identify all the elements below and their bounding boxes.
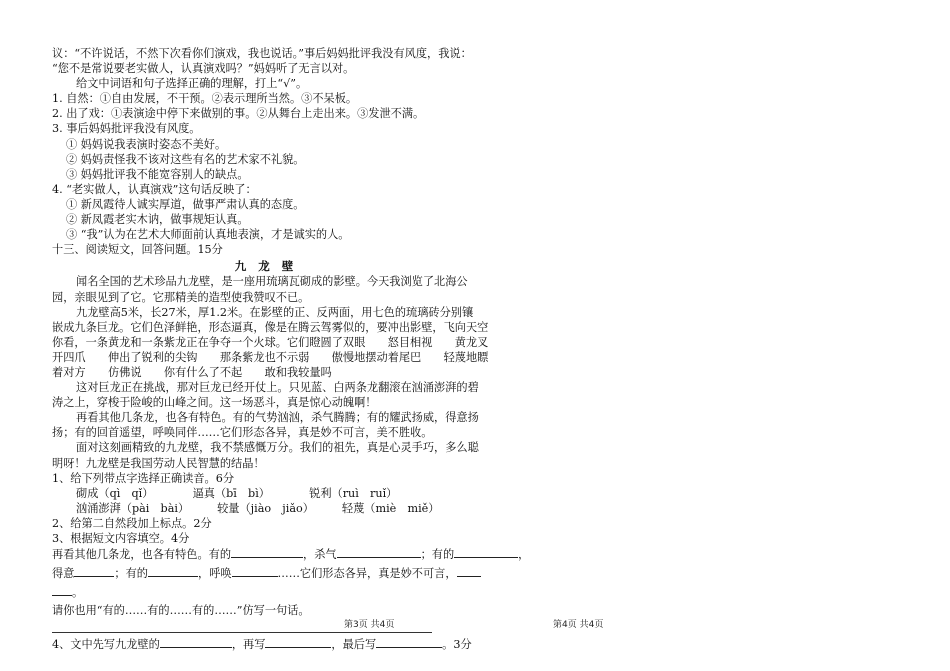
passage-line: 面对这刻画精致的九龙壁，我不禁感慨万分。我们的祖先，真是心灵手巧，多么聪 — [76, 441, 479, 455]
text-line: 议：“不许说话，不然下次看你们演戏，我也说话。”事后妈妈批评我没有风度，我说： — [52, 47, 472, 60]
passage-line: 开四爪 伸出了锐利的尖钩 那条紫龙也不示弱 傲慢地摆动着尾巴 轻蔑地瞟 — [52, 350, 489, 364]
passage-line: 再看其他几条龙，也各有特色。有的气势汹汹，杀气腾腾；有的耀武扬威，得意扬 — [76, 411, 479, 425]
passage-line: 嵌成九条巨龙。它们色泽鲜艳，形态逼真，像是在腾云驾雾似的，要冲出影壁，飞向天空 — [52, 320, 489, 334]
option: ① 妈妈说我表演时姿态不美好。 — [66, 137, 227, 151]
fill-text: ，呼唤 — [197, 567, 232, 581]
fill-text: ……它们形态各异，真是妙不可言， — [277, 567, 457, 581]
fill-text: 。 — [72, 586, 84, 600]
fill-line — [52, 584, 480, 600]
passage-line: 这对巨龙正在挑战，那对巨龙已经开仗上。只见蓝、白两条龙翻滚在汹涌澎湃的碧 — [76, 381, 479, 395]
fill-text: ，再写 — [231, 638, 266, 652]
fill-line — [52, 546, 530, 562]
exam-page-left — [52, 46, 530, 653]
instruction: 给文中词语和句子选择正确的理解，打上“√”。 — [76, 77, 308, 91]
question-4: 4. “老实做人，认真演戏”这句话反映了： — [52, 182, 257, 196]
pinyin-choices[interactable]: 砌成（qì qǐ） 逼真（bī bì） 锐利（ruì ruǐ） — [76, 486, 398, 500]
question-2: 2. 出了戏：①表演途中停下来做别的事。②从舞台上走出来。③发泄不满。 — [52, 107, 425, 121]
subquestion-2: 2、给第二自然段加上标点。2分 — [52, 516, 212, 530]
answer-blank[interactable] — [74, 565, 114, 577]
fill-text: 。3分 — [442, 638, 472, 652]
answer-blank[interactable] — [231, 546, 303, 558]
passage-title: 九 龙 壁 — [234, 259, 298, 274]
subquestion-1: 1、给下列带点字选择正确读音。6分 — [52, 471, 235, 485]
imitation-prompt: 请你也用“有的……有的……有的……”仿写一句话。 — [52, 604, 310, 618]
answer-blank[interactable] — [148, 565, 198, 577]
question-3: 3. 事后妈妈批评我没有风度。 — [52, 122, 201, 136]
fill-text: 得意 — [52, 567, 75, 581]
fill-text: 再看其他几条龙，也各有特色。有的 — [52, 548, 232, 562]
answer-blank[interactable] — [457, 565, 481, 577]
fill-text: ，最后写 — [331, 638, 377, 652]
subquestion-3: 3、根据短文内容填空。4分 — [52, 532, 190, 545]
option: ② 妈妈责怪我不该对这些有名的艺术家不礼貌。 — [66, 152, 305, 166]
option: ② 新凤霞老实木讷，做事规矩认真。 — [66, 213, 249, 227]
option: ① 新凤霞待人诚实厚道，做事严肃认真的态度。 — [66, 197, 305, 211]
page-number-right: 第4页 共4页 — [553, 620, 604, 630]
passage-line: 园，亲眼见到了它。它那精美的造型使我赞叹不已。 — [52, 290, 310, 304]
fill-line — [52, 565, 480, 581]
subquestion-4 — [52, 636, 480, 652]
option: ③ “我”认为在艺术大师面前认真地表演，才是诚实的人。 — [66, 228, 350, 242]
fill-text: ；有的 — [420, 548, 455, 562]
passage-line: 扬；有的回首遥望，呼唤同伴……它们形态各异，真是妙不可言，美不胜收。 — [52, 426, 433, 440]
fill-text: ，杀气 — [303, 548, 337, 562]
passage-line: 九龙壁高5米，长27米，厚1.2米。在影壁的正、反两面，用七色的琉璃砖分别镶 — [76, 305, 474, 319]
text-line: “您不是常说要老实做人，认真演戏吗？”妈妈听了无言以对。 — [52, 62, 355, 76]
passage-line: 闻名全国的艺术珍品九龙壁，是一座用琉璃瓦砌成的影壁。今天我浏览了北海公 — [76, 275, 468, 289]
answer-blank[interactable] — [265, 636, 331, 648]
answer-blank[interactable] — [160, 636, 232, 648]
passage-line: 着对方 仿佛说 你有什么了不起 敢和我较量吗 — [52, 365, 332, 379]
question-1: 1. 自然：①自由发展，不干预。②表示理所当然。③不呆板。 — [52, 92, 358, 106]
answer-blank[interactable] — [232, 565, 278, 577]
page-number-left: 第3页 共4页 — [344, 620, 395, 630]
passage-line: 明呀！九龙壁是我国劳动人民智慧的结晶！ — [52, 456, 265, 470]
answer-blank[interactable] — [454, 546, 518, 558]
passage-line: 你看，一条黄龙和一条紫龙正在争夺一个火球。它们瞪圆了双眼 怒目相视 黄龙叉 — [52, 335, 489, 349]
passage-line: 涛之上，穿梭于险峻的山峰之间。这一场恶斗，真是惊心动魄啊！ — [52, 396, 377, 410]
answer-blank[interactable] — [376, 636, 442, 648]
fill-text: ， — [518, 548, 530, 562]
fill-text: 4、文中先写九龙壁的 — [52, 638, 160, 652]
answer-blank[interactable] — [337, 546, 421, 558]
option: ③ 妈妈批评我不能宽容别人的缺点。 — [66, 167, 249, 181]
answer-blank[interactable] — [52, 584, 72, 596]
fill-text: ；有的 — [114, 567, 148, 581]
section-13-heading: 十三、阅读短文，回答问题。15分 — [52, 243, 223, 257]
pinyin-choices[interactable]: 汹涌澎湃（pài bài） 较量（jiào jiǎo） 轻蔑（miè miě） — [76, 501, 440, 515]
